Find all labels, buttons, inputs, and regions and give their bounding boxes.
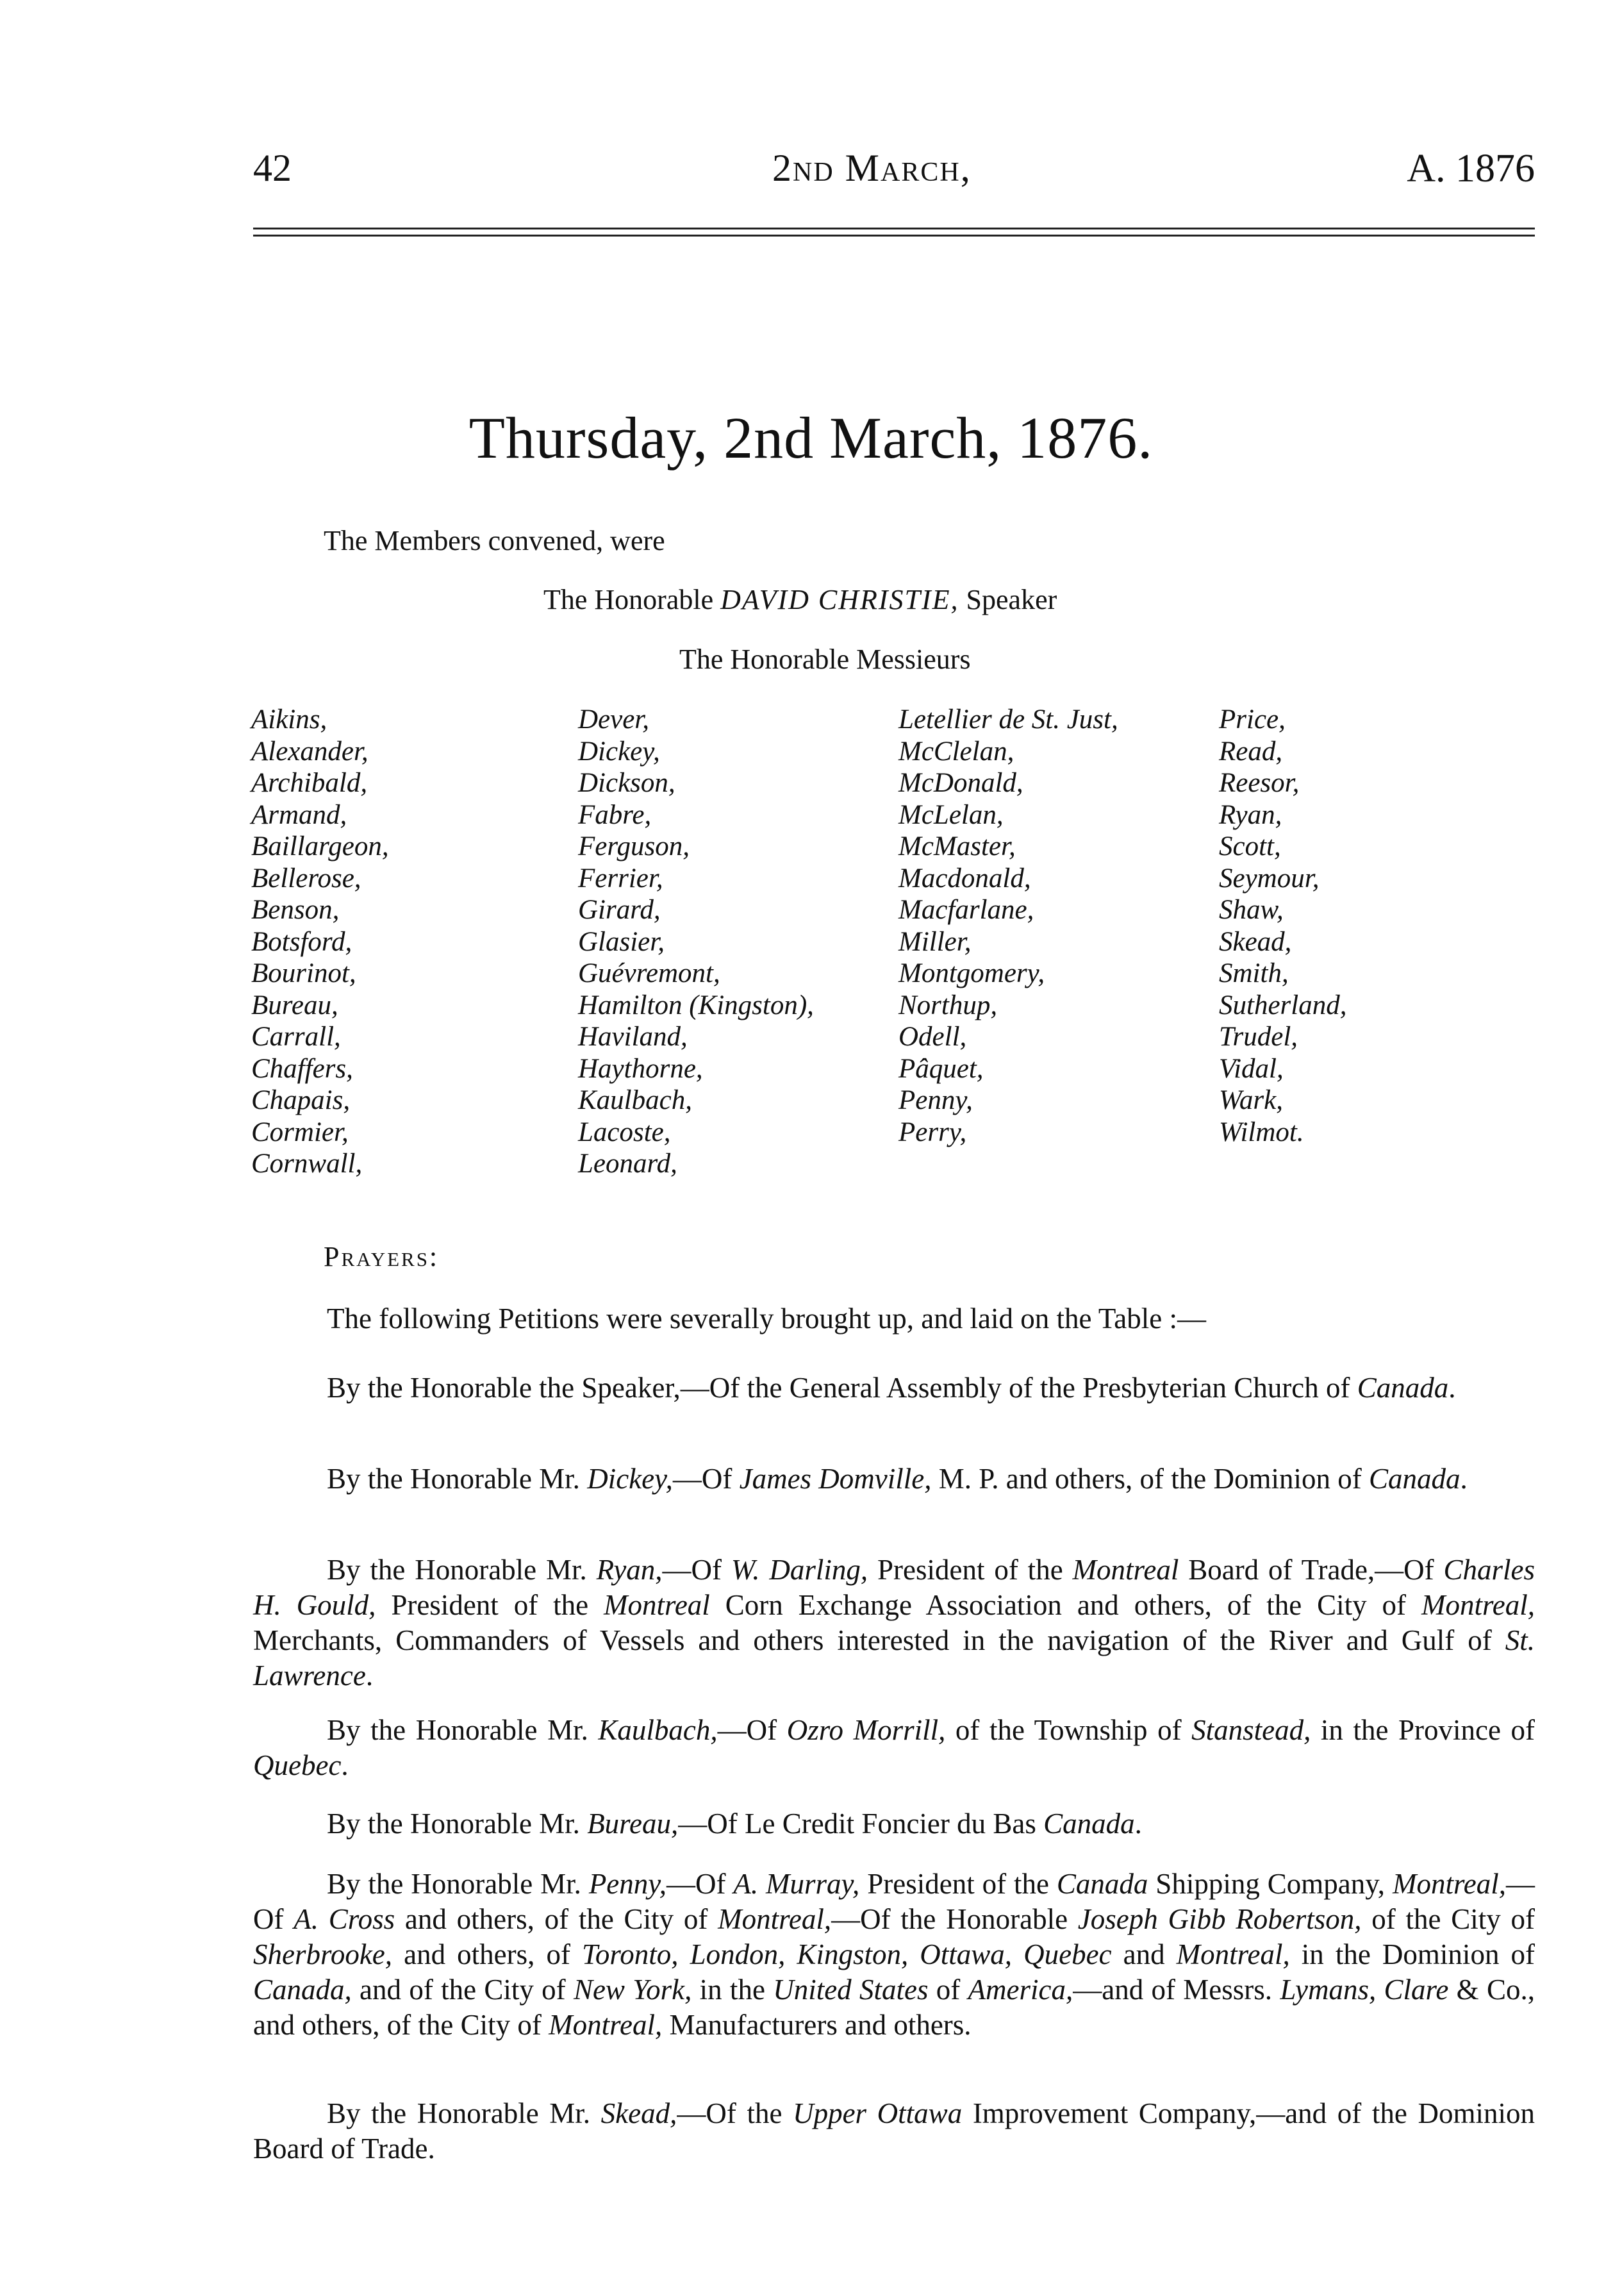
text-run: in the	[691, 1974, 774, 2006]
petition-paragraph	[253, 2096, 1535, 2167]
header-rule	[253, 228, 1535, 237]
running-head-text: 2nd March,	[772, 147, 972, 189]
member-name: Glasier,	[578, 926, 665, 957]
member-name: Cornwall,	[251, 1149, 363, 1179]
members-column-4	[1219, 704, 1346, 1148]
text-run-italic: A. Murray,	[733, 1868, 860, 1900]
text-run: By the Honorable Mr.	[327, 2097, 601, 2129]
text-run-italic: Upper Ottawa	[793, 2097, 963, 2129]
text-run-italic: James Domville,	[739, 1463, 932, 1495]
text-run: .	[1448, 1372, 1456, 1404]
text-run-italic: Montreal,	[1392, 1868, 1507, 1900]
text-run: By the Honorable Mr.	[327, 1808, 588, 1840]
text-run-italic: Toronto, London, Kingston, Ottawa, Quebec	[582, 1938, 1112, 1970]
text-run: —Of	[717, 1714, 787, 1746]
member-name: Wilmot.	[1219, 1117, 1304, 1147]
text-run: By the Honorable the Speaker,—Of the General Assembly of the Presbyterian Church of	[327, 1372, 1357, 1404]
member-name: Seymour,	[1219, 863, 1320, 894]
member-name: Benson,	[251, 895, 340, 925]
member-name: Montgomery,	[898, 958, 1045, 988]
text-run: .	[365, 1660, 374, 1692]
text-run: By the Honorable Mr.	[327, 1463, 588, 1495]
member-name: Wark,	[1219, 1085, 1283, 1115]
member-name: Girard,	[578, 895, 661, 925]
member-name: Northup,	[898, 990, 998, 1020]
text-run-italic: Canada	[1357, 1372, 1449, 1404]
member-name: Read,	[1219, 736, 1283, 767]
member-name: Price,	[1219, 704, 1286, 735]
text-run-italic: Montreal,	[549, 2009, 663, 2041]
member-name: Trudel,	[1219, 1022, 1298, 1052]
member-name: Miller,	[898, 926, 972, 957]
text-run: of	[928, 1974, 968, 2006]
text-run: President of the	[376, 1589, 604, 1621]
member-name: Fabre,	[578, 799, 652, 830]
text-run-italic: Bureau,	[587, 1808, 679, 1840]
text-run: —Of	[672, 1463, 740, 1495]
member-name: Haythorne,	[578, 1053, 703, 1084]
members-column-1	[251, 704, 389, 1180]
petition-paragraph	[253, 1552, 1535, 1693]
member-name: Ryan,	[1219, 799, 1282, 830]
text-run: By the Honorable Mr.	[327, 1714, 599, 1746]
text-run: and others, of the City of	[395, 1903, 718, 1935]
text-run: Corn Exchange Association and others, of the City of	[709, 1589, 1421, 1621]
page-header	[247, 146, 1535, 204]
text-run: & Co., and others, of the City of	[253, 1974, 1535, 2041]
member-name: Shaw,	[1219, 895, 1284, 925]
member-name: Macfarlane,	[898, 895, 1034, 925]
petition-paragraph	[253, 1713, 1535, 1783]
text-run: —Of the	[677, 2097, 793, 2129]
text-run-italic: St. Lawrence	[253, 1624, 1535, 1692]
text-run: and	[1111, 1938, 1177, 1970]
member-name: Scott,	[1219, 831, 1281, 861]
member-name: Bellerose,	[251, 863, 361, 894]
member-name: Haviland,	[578, 1022, 688, 1052]
text-run-italic: America,	[968, 1974, 1073, 2006]
text-run: By the Honorable Mr.	[327, 1554, 597, 1586]
petition-paragraph	[253, 1867, 1535, 2043]
text-run: —Of	[666, 1868, 734, 1900]
text-run-italic: Montreal	[1072, 1554, 1179, 1586]
text-run-italic: Montreal,	[1421, 1589, 1535, 1621]
members-intro: The Members convened, were	[324, 525, 665, 556]
text-run-italic: Canada,	[253, 1974, 352, 2006]
session-year: A. 1876	[1407, 147, 1535, 190]
text-run-italic: Lymans, Clare	[1280, 1974, 1449, 2006]
member-name: Bourinot,	[251, 958, 356, 988]
speaker-line	[543, 583, 1057, 616]
text-run: —Of	[662, 1554, 731, 1586]
member-name: McClelan,	[898, 736, 1014, 767]
member-name: Aikins,	[251, 704, 327, 735]
text-run: of the Township of	[945, 1714, 1192, 1746]
member-name: Carrall,	[251, 1022, 341, 1052]
members-column-2	[578, 704, 814, 1180]
text-run-italic: A. Cross	[294, 1903, 395, 1935]
speaker-suffix: Speaker	[966, 584, 1057, 615]
text-run-italic: Kaulbach,	[598, 1714, 718, 1746]
text-run-italic: Canada	[1056, 1868, 1148, 1900]
text-run: and of the City of	[351, 1974, 574, 2006]
petition-paragraph	[253, 1806, 1535, 1842]
text-run: —Of	[253, 1868, 1535, 1935]
members-column-3	[898, 704, 1118, 1148]
text-run: President of the	[868, 1554, 1073, 1586]
member-name: Leonard,	[578, 1149, 677, 1179]
text-run: .	[341, 1749, 349, 1781]
text-run: of the City of	[1361, 1903, 1535, 1935]
messieurs-heading: The Honorable Messieurs	[679, 644, 971, 675]
member-name: McMaster,	[898, 831, 1016, 861]
member-name: Dickey,	[578, 736, 660, 767]
text-run-italic: Canada	[1043, 1808, 1135, 1840]
petition-paragraph	[253, 1370, 1535, 1406]
text-run-italic: United States	[773, 1974, 929, 2006]
member-name: Armand,	[251, 799, 347, 830]
text-run: —Of the Honorable	[831, 1903, 1078, 1935]
member-name: Dever,	[578, 704, 650, 735]
member-name: McLelan,	[898, 799, 1004, 830]
page-number: 42	[253, 147, 292, 189]
member-name: Cormier,	[251, 1117, 349, 1147]
member-name: Chaffers,	[251, 1053, 353, 1084]
petition-paragraph	[253, 1461, 1535, 1497]
member-name: Hamilton (Kingston),	[578, 990, 814, 1020]
text-run: M. P. and others, of the Dominion of	[931, 1463, 1369, 1495]
text-run-italic: Joseph Gibb Robertson,	[1077, 1903, 1362, 1935]
text-run: —Of Le Credit Foncier du Bas	[678, 1808, 1044, 1840]
member-name: Ferrier,	[578, 863, 663, 894]
member-name: Skead,	[1219, 926, 1292, 957]
text-run-italic: Montreal	[603, 1589, 710, 1621]
text-run-italic: Dickey,	[587, 1463, 673, 1495]
text-run: President of the	[859, 1868, 1057, 1900]
member-name: Odell,	[898, 1022, 967, 1052]
speaker-prefix: The Honorable	[543, 584, 714, 615]
member-name: Chapais,	[251, 1085, 351, 1115]
text-run: .	[1460, 1463, 1468, 1495]
member-name: Bureau,	[251, 990, 338, 1020]
text-run: and others, of	[392, 1938, 583, 1970]
text-run-italic: Canada	[1368, 1463, 1461, 1495]
text-run-italic: Montreal,	[1176, 1938, 1290, 1970]
member-name: Perry,	[898, 1117, 967, 1147]
member-name: Botsford,	[251, 926, 352, 957]
speaker-name: DAVID CHRISTIE,	[720, 584, 959, 615]
text-run: —and of Messrs.	[1073, 1974, 1280, 2006]
text-run: Board of Trade,—Of	[1179, 1554, 1444, 1586]
member-name: Vidal,	[1219, 1053, 1284, 1084]
text-run: Manufacturers and others.	[662, 2009, 972, 2041]
member-name: Pâquet,	[898, 1053, 984, 1084]
member-name: McDonald,	[898, 768, 1023, 798]
text-run-italic: Ozro Morrill,	[786, 1714, 946, 1746]
text-run-italic: Stanstead,	[1191, 1714, 1311, 1746]
member-name: Penny,	[898, 1085, 973, 1115]
page-title: Thursday, 2nd March, 1876.	[468, 405, 1154, 470]
text-run-italic: Skead,	[600, 2097, 677, 2129]
text-run-italic: Sherbrooke,	[253, 1938, 393, 1970]
member-name: Macdonald,	[898, 863, 1031, 894]
member-name: Sutherland,	[1219, 990, 1347, 1020]
text-run: .	[1134, 1808, 1142, 1840]
text-run-italic: Montreal,	[718, 1903, 832, 1935]
member-name: Kaulbach,	[578, 1085, 692, 1115]
member-name: Alexander,	[251, 736, 368, 767]
text-run-italic: Penny,	[588, 1868, 667, 1900]
running-head	[772, 146, 972, 190]
text-run: Merchants, Commanders of Vessels and others interested in the navigation of the River and Gulf of	[253, 1624, 1505, 1656]
text-run: By the Honorable Mr.	[327, 1868, 589, 1900]
text-run-italic: Charles H. Gould,	[253, 1554, 1535, 1621]
member-name: Dickson,	[578, 768, 675, 798]
member-name: Baillargeon,	[251, 831, 389, 861]
text-run: Improvement Company,—and of the Dominion Board of Trade.	[253, 2097, 1535, 2165]
text-run: in the Province of	[1311, 1714, 1535, 1746]
member-name: Letellier de St. Just,	[898, 704, 1118, 735]
text-run-italic: Ryan,	[596, 1554, 663, 1586]
member-name: Guévremont,	[578, 958, 720, 988]
text-run: in the Dominion of	[1289, 1938, 1535, 1970]
text-run-italic: W. Darling,	[731, 1554, 868, 1586]
member-name: Ferguson,	[578, 831, 690, 861]
member-name: Smith,	[1219, 958, 1289, 988]
text-run-italic: Quebec	[253, 1749, 342, 1781]
text-run: Shipping Company,	[1148, 1868, 1393, 1900]
petitions-intro: The following Petitions were severally brought up, and laid on the Table :—	[327, 1302, 1206, 1335]
members-list	[251, 704, 1469, 1217]
text-run-italic: New York,	[573, 1974, 692, 2006]
member-name: Reesor,	[1219, 768, 1300, 798]
member-name: Archibald,	[251, 768, 368, 798]
member-name: Lacoste,	[578, 1117, 671, 1147]
prayers-heading: Prayers:	[324, 1241, 440, 1272]
